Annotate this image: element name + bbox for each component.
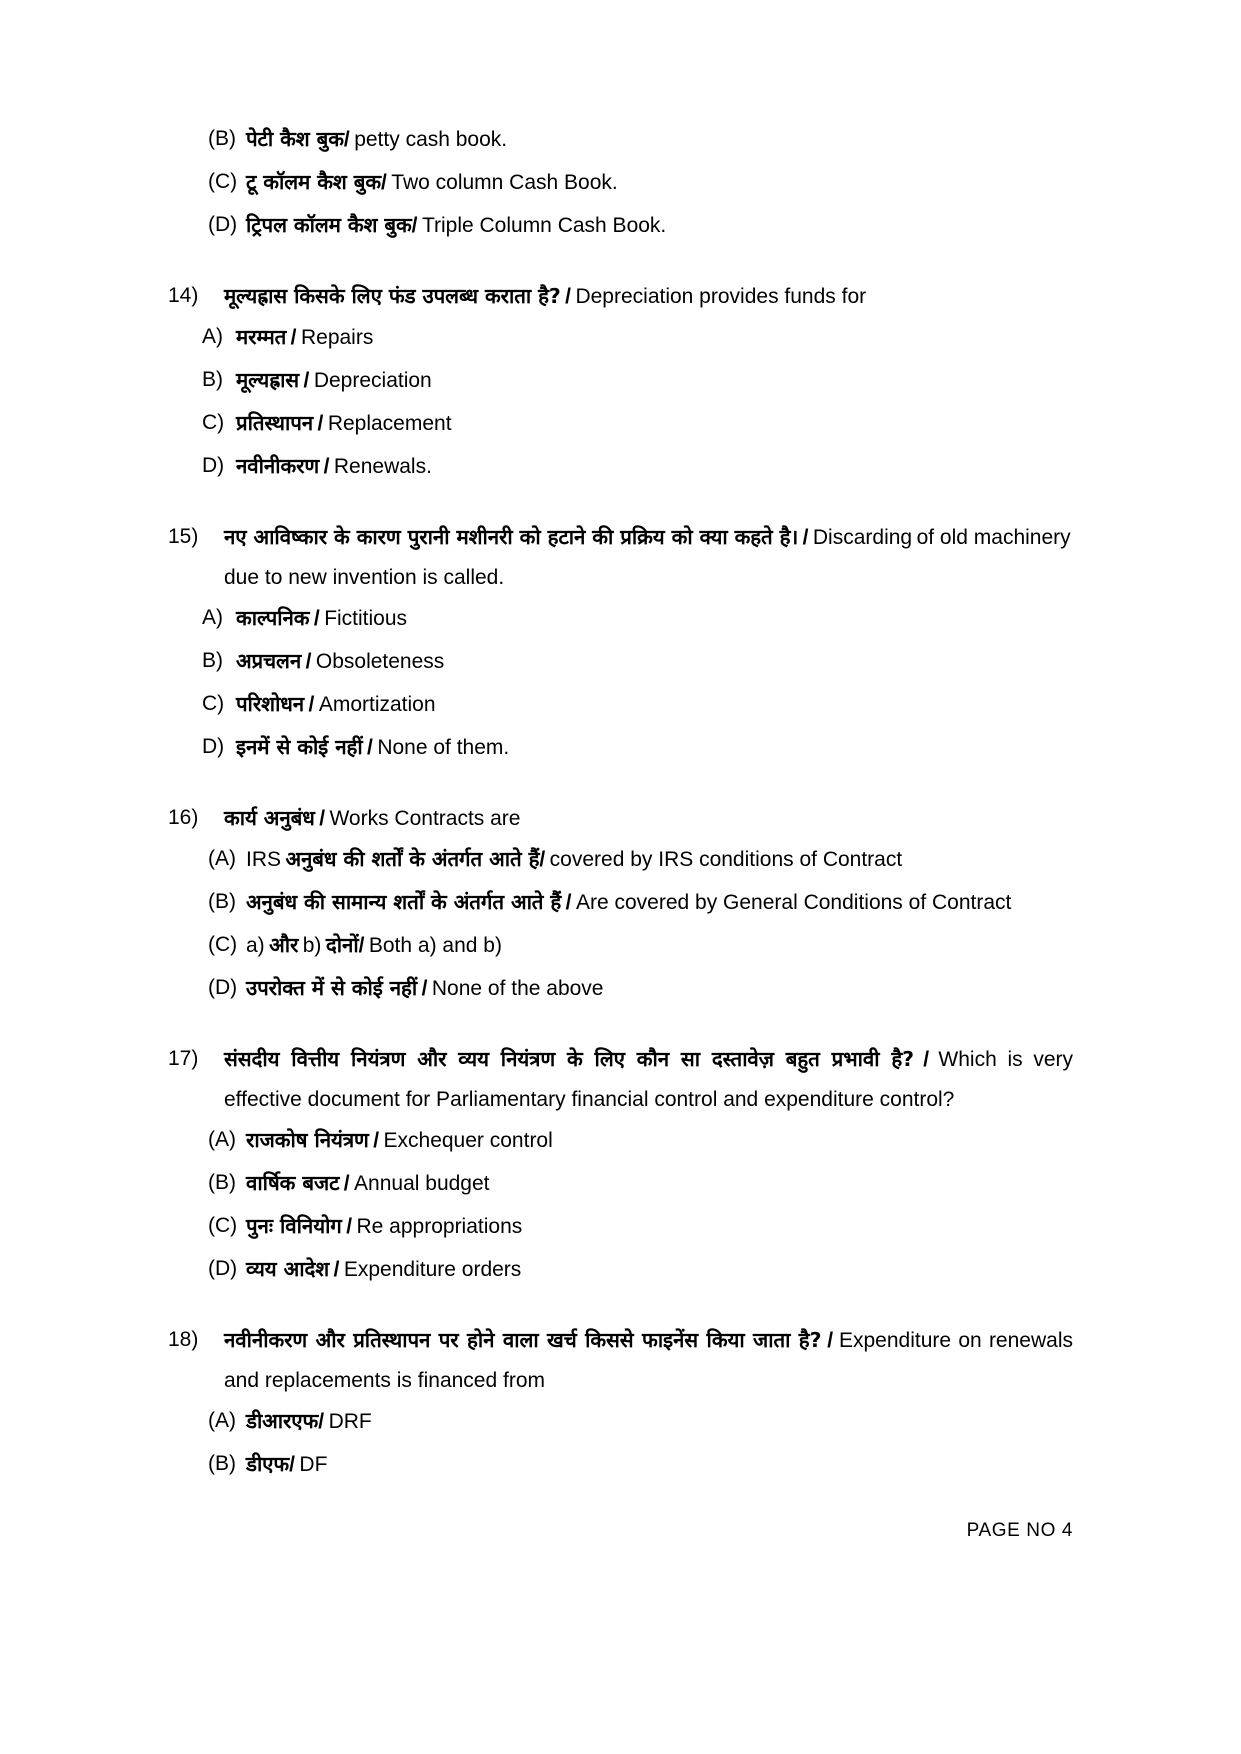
option-text (236, 447, 1073, 488)
question-number: 14) (168, 284, 199, 307)
option-hindi: नवीनीकरण (236, 454, 320, 478)
option-hindi: डीएफ (246, 1452, 290, 1476)
language-separator: / (323, 455, 330, 478)
option-row (168, 163, 1073, 204)
option-english: Obsoleteness (315, 650, 445, 673)
language-separator: / (381, 171, 387, 194)
language-separator: / (343, 1172, 350, 1195)
question-text (224, 1040, 1073, 1121)
option-hindi: इनमें से कोई नहीं (236, 735, 363, 759)
language-separator: / (827, 1329, 834, 1352)
option-label: (C) (208, 933, 238, 956)
option-hindi: मरम्मत (236, 325, 287, 349)
option-english: Repairs (300, 326, 374, 349)
option-row (168, 969, 1073, 1010)
option-text (246, 1207, 1073, 1248)
option-english: Exchequer control (383, 1129, 553, 1152)
question-18-options (168, 1402, 1073, 1486)
option-text (246, 969, 1073, 1010)
option-text (246, 840, 1073, 881)
option-row (168, 447, 1073, 488)
option-hindi: परिशोधन (236, 692, 305, 716)
option-english-prefix: IRS (246, 848, 282, 871)
option-hindi: दोनों (325, 933, 359, 957)
option-hindi-mid: और (269, 933, 299, 957)
language-separator: / (565, 891, 572, 914)
option-text (246, 1402, 1073, 1443)
option-row (168, 206, 1073, 247)
option-english: Both a) and b) (368, 934, 502, 957)
question-15-options (168, 599, 1073, 769)
question-english: Works Contracts are (329, 807, 521, 830)
question-number: 17) (168, 1047, 199, 1070)
option-row (168, 642, 1073, 683)
option-english: None of them. (377, 736, 510, 759)
question-18 (168, 1321, 1073, 1402)
option-text (246, 1250, 1073, 1291)
option-row (168, 318, 1073, 359)
language-separator: / (923, 1048, 930, 1071)
option-label: (B) (208, 1452, 236, 1475)
option-label: A) (202, 606, 223, 629)
question-17-options (168, 1121, 1073, 1291)
option-row (168, 1207, 1073, 1248)
question-14 (168, 277, 1073, 318)
question-english: Depreciation provides funds for (575, 285, 867, 308)
option-hindi: वार्षिक बजट (246, 1171, 340, 1195)
language-separator: / (289, 1453, 295, 1476)
option-label: B) (202, 649, 223, 672)
language-separator: / (319, 807, 326, 830)
option-row (168, 404, 1073, 445)
option-english: Triple Column Cash Book. (421, 214, 667, 237)
page-number-footer: PAGE NO 4 (966, 1520, 1073, 1541)
option-text (236, 361, 1073, 402)
language-separator: / (305, 650, 312, 673)
option-label: (A) (208, 1409, 236, 1432)
language-separator: / (358, 934, 365, 957)
option-hindi: ट्रिपल कॉलम कैश बुक (246, 213, 412, 237)
option-text (246, 1445, 1073, 1486)
question-text (224, 277, 1073, 318)
question-14-options (168, 318, 1073, 488)
option-label: D) (202, 454, 225, 477)
option-label: B) (202, 368, 223, 391)
question-text (224, 518, 1073, 599)
option-label: (A) (208, 847, 236, 870)
question-hindi: संसदीय वित्तीय नियंत्रण और व्यय नियंत्रण के लिए कौन सा दस्तावेज़ बहुत प्रभावी है? (224, 1047, 914, 1071)
option-row (168, 685, 1073, 726)
option-english: Re appropriations (356, 1215, 523, 1238)
language-separator: / (565, 285, 571, 308)
option-hindi: प्रतिस्थापन (236, 411, 314, 435)
option-text (246, 1121, 1073, 1162)
option-row (168, 728, 1073, 769)
question-text (224, 1321, 1073, 1402)
language-separator: / (411, 214, 418, 237)
option-english: Depreciation (313, 369, 432, 392)
option-text (236, 728, 1073, 769)
language-separator: / (317, 412, 324, 435)
language-separator: / (367, 736, 373, 759)
option-english: Renewals. (333, 455, 432, 478)
option-label: D) (202, 735, 225, 758)
option-english: Replacement (327, 412, 452, 435)
language-separator: / (539, 848, 546, 871)
option-hindi: टू कॉलम कैश बुक (246, 170, 381, 194)
option-english: Amortization (318, 693, 436, 716)
language-separator: / (318, 1410, 325, 1433)
question-english: Discarding (812, 526, 913, 549)
option-english: petty cash book. (354, 128, 508, 151)
option-label: A) (202, 325, 223, 348)
option-text (236, 599, 1073, 640)
option-text (236, 404, 1073, 445)
option-text (246, 883, 1073, 924)
option-text (246, 926, 1073, 967)
option-hindi: राजकोष नियंत्रण (246, 1128, 369, 1152)
option-hindi: व्यय आदेश (246, 1257, 330, 1281)
language-separator: / (313, 607, 320, 630)
option-text (246, 206, 1073, 247)
option-hindi: अनुबंध की सामान्य शर्तों के अंतर्गत आते हैं (246, 890, 562, 914)
question-16 (168, 799, 1073, 840)
option-text (246, 1164, 1073, 1205)
option-row (168, 599, 1073, 640)
option-row (168, 120, 1073, 161)
option-label: (C) (208, 170, 238, 193)
option-text (236, 685, 1073, 726)
option-label: (C) (208, 1214, 238, 1237)
question-hindi: नवीनीकरण और प्रतिस्थापन पर होने वाला खर्च किससे फाइनेंस किया जाता है? (224, 1328, 822, 1352)
option-english-prefix: a) (246, 934, 265, 957)
option-label: (B) (208, 127, 236, 150)
option-row (168, 1121, 1073, 1162)
carryover-option-group (168, 120, 1073, 247)
option-label: (D) (208, 976, 238, 999)
option-label: (B) (208, 1171, 236, 1194)
question-text (224, 799, 1073, 840)
option-label: (D) (208, 213, 238, 236)
option-english: Expenditure orders (343, 1258, 522, 1281)
option-label: (B) (208, 890, 236, 913)
option-row (168, 1164, 1073, 1205)
option-english: DRF (328, 1410, 372, 1433)
option-row (168, 1402, 1073, 1443)
option-english: Are covered by General Conditions of Contract (575, 891, 1012, 914)
option-row (168, 883, 1073, 924)
language-separator: / (346, 1215, 353, 1238)
option-row (168, 840, 1073, 881)
option-hindi: काल्पनिक (236, 606, 310, 630)
option-english: Two column Cash Book. (391, 171, 618, 194)
option-hindi: उपरोक्त में से कोई नहीं (246, 976, 418, 1000)
option-hindi: अप्रचलन (236, 649, 302, 673)
option-english: None of the above (431, 977, 604, 1000)
option-english: Annual budget (354, 1172, 490, 1195)
option-label: C) (202, 692, 225, 715)
option-row (168, 1445, 1073, 1486)
question-number: 18) (168, 1328, 199, 1351)
option-hindi: मूल्यह्रास (236, 368, 300, 392)
question-hindi: मूल्यह्रास किसके लिए फंड उपलब्ध कराता है? (224, 284, 561, 308)
question-17 (168, 1040, 1073, 1121)
question-number: 16) (168, 806, 199, 829)
option-row (168, 926, 1073, 967)
option-english-mid: b) (302, 934, 322, 957)
language-separator: / (290, 326, 297, 349)
question-english-continued: Which is very effective document for Parliamentary financial control and expenditure control? (224, 1048, 1073, 1111)
option-label: (A) (208, 1128, 236, 1151)
option-hindi: अनुबंध की शर्तों के अंतर्गत आते हैं (285, 847, 540, 871)
option-label: (D) (208, 1257, 238, 1280)
option-text (246, 163, 1073, 204)
question-16-options (168, 840, 1073, 1010)
question-english-continued: of old machinery due to new invention is called. (224, 526, 1071, 589)
option-text (236, 642, 1073, 683)
option-hindi: डीआरएफ (246, 1409, 319, 1433)
question-number: 15) (168, 525, 199, 548)
question-15 (168, 518, 1073, 599)
option-row (168, 1250, 1073, 1291)
option-english: Fictitious (324, 607, 408, 630)
language-separator: / (802, 526, 809, 549)
option-text (246, 120, 1073, 161)
language-separator: / (343, 128, 350, 151)
option-hindi: पेटी कैश बुक (246, 127, 344, 151)
question-hindi: कार्य अनुबंध (224, 806, 315, 830)
language-separator: / (333, 1258, 340, 1281)
language-separator: / (373, 1129, 380, 1152)
option-english: DF (299, 1453, 328, 1476)
language-separator: / (421, 977, 428, 1000)
language-separator: / (303, 369, 310, 392)
option-hindi: पुनः विनियोग (246, 1214, 342, 1238)
question-hindi: नए आविष्कार के कारण पुरानी मशीनरी को हटाने की प्रक्रिय को क्या कहते है। (224, 525, 799, 549)
option-label: C) (202, 411, 225, 434)
option-text (236, 318, 1073, 359)
language-separator: / (308, 693, 315, 716)
option-english: covered by IRS conditions of Contract (549, 848, 903, 871)
question-english-continued: Expenditure on renewals and replacements is financed from (224, 1329, 1073, 1392)
option-row (168, 361, 1073, 402)
